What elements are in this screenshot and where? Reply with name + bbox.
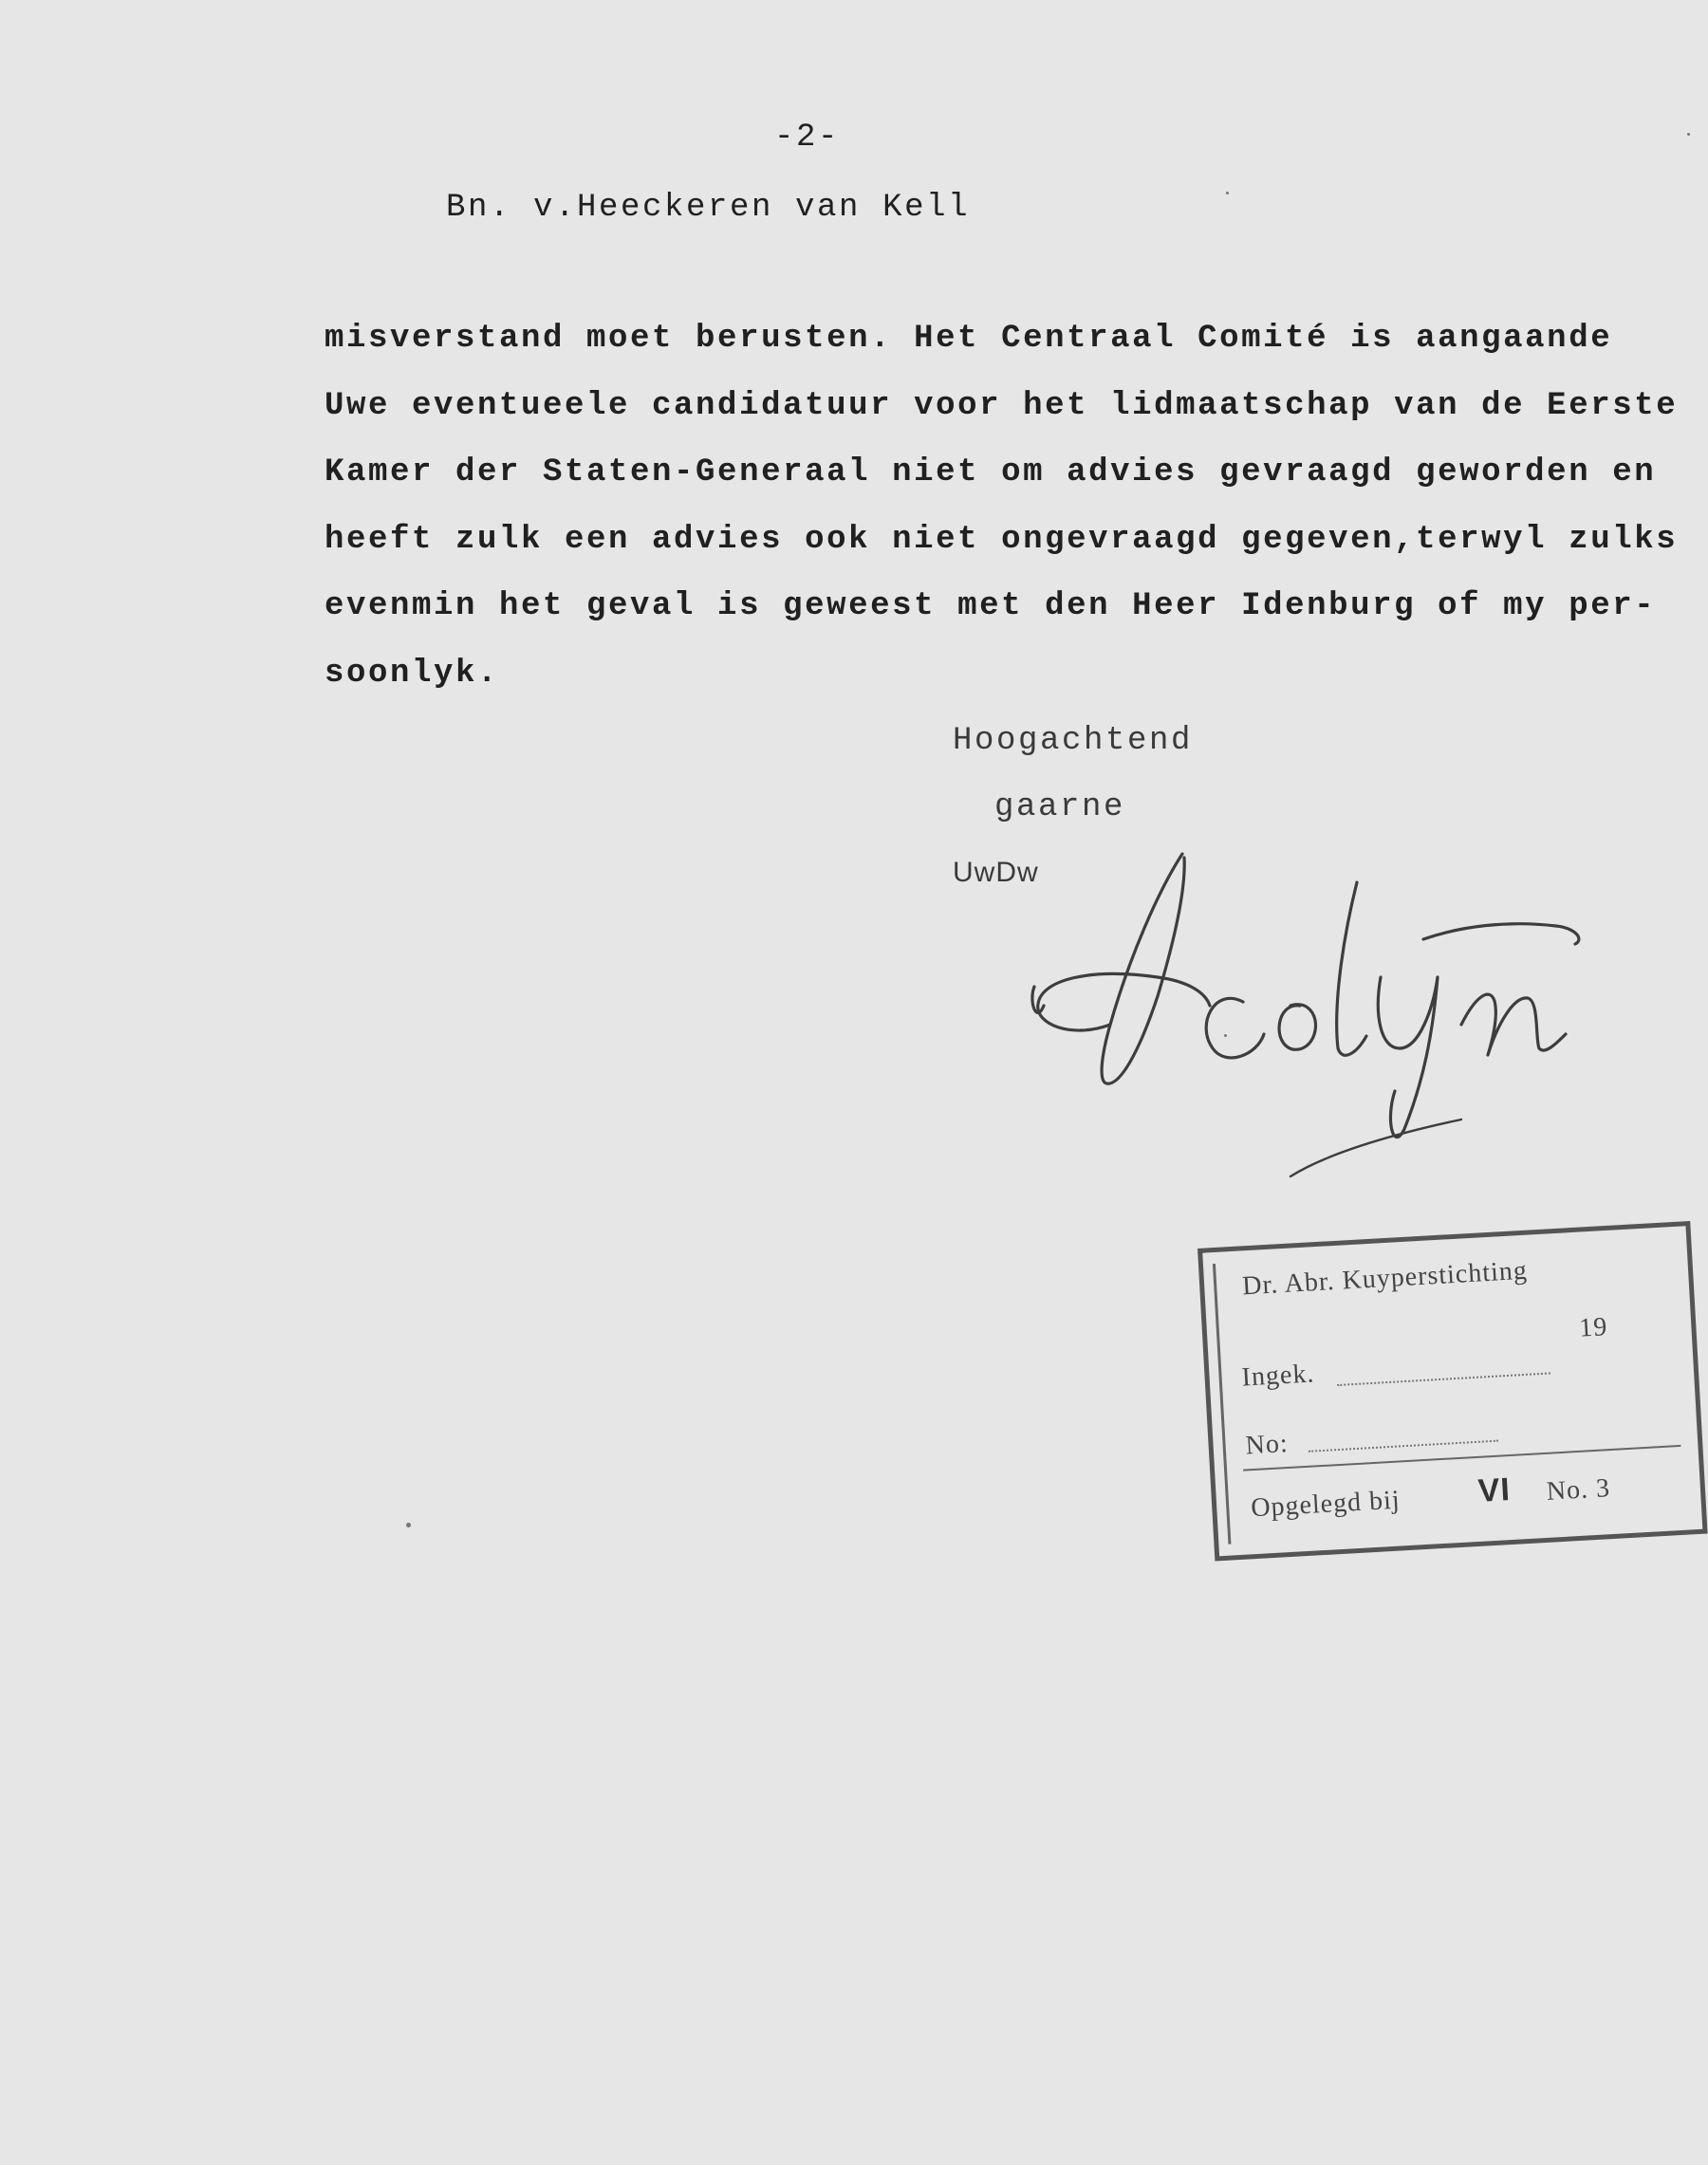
page-number: -2- [774,120,841,156]
stamp-filed-number: No. 3 [1546,1473,1611,1507]
body-line: misverstand moet berusten. Het Centraal Comité is aangaande [325,321,1613,357]
stamp-institution: Dr. Abr. Kuyperstichting [1241,1255,1529,1302]
body-line: soonlyk. [325,656,500,692]
closing-salutation: Hoogachtend [953,723,1194,759]
handwritten-signature [1015,835,1623,1195]
body-line: Kamer der Staten-Generaal niet om advies gevraagd geworden en [325,454,1657,490]
stamp-number-label: No: [1244,1429,1290,1461]
body-line: Uwe eventueele candidatuur voor het lidmaatschap van de Eerste [325,388,1679,424]
archive-stamp [1197,1221,1708,1562]
body-line: heeft zulk een advies ook niet ongevraagd gegeven,terwyl zulks [325,522,1679,558]
stamp-filed-label: Opgelegd bij [1250,1485,1402,1524]
stamp-filed-section: VI [1476,1471,1512,1509]
paper-speck [1226,192,1229,194]
paper-speck [406,1523,411,1527]
closing-uwdw: UwDw [953,857,1039,888]
paper-speck [1224,1034,1227,1037]
body-line: evenmin het geval is geweest met den Heer Idenburg of my per- [325,588,1657,624]
paper-speck [1687,133,1690,136]
stamp-received-label: Ingek. [1240,1359,1316,1393]
closing-gaarne: gaarne [994,789,1126,825]
addressee: Bn. v.Heeckeren van Kell [446,190,971,226]
stamp-year: 19 [1578,1312,1609,1343]
